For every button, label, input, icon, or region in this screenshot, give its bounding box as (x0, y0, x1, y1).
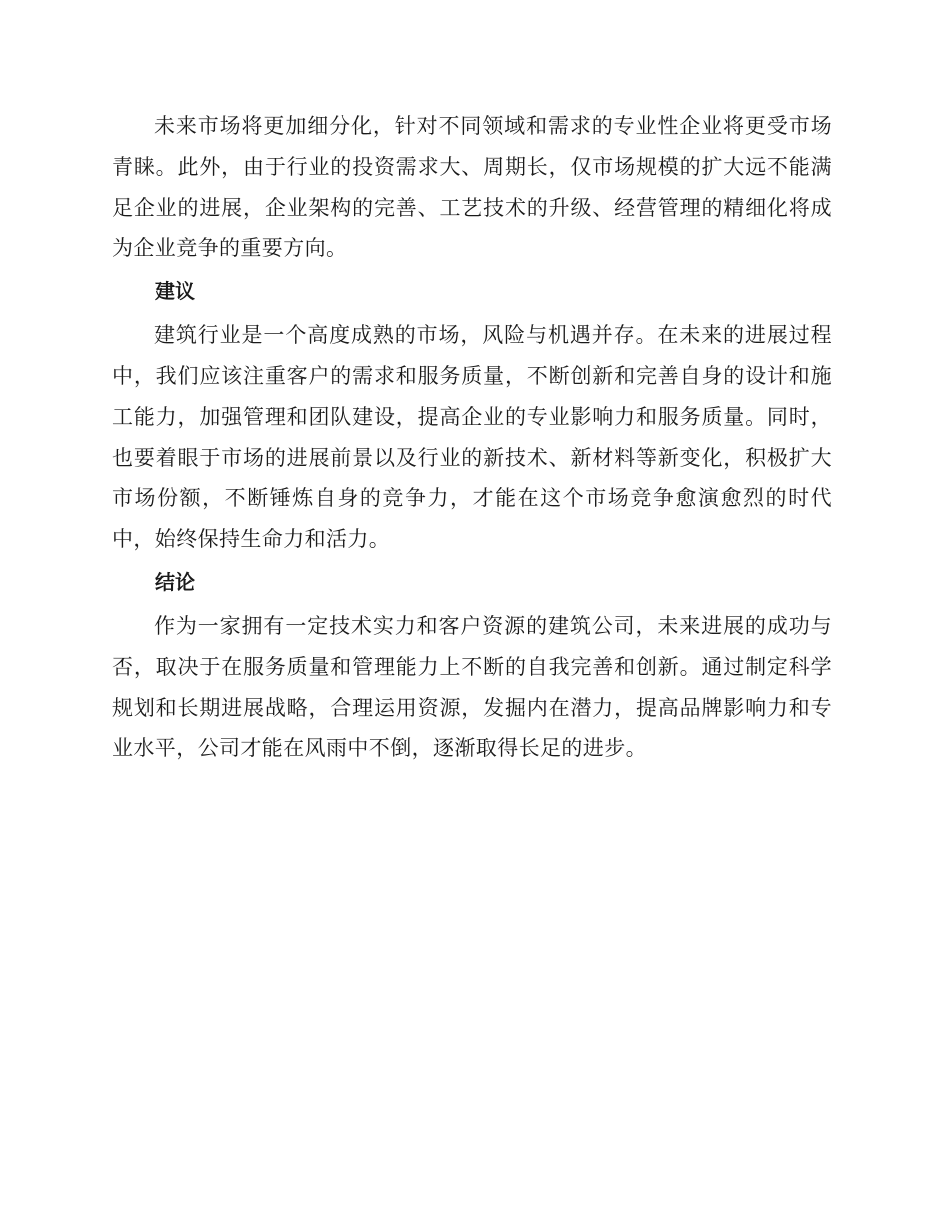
paragraph-market-outlook: 未来市场将更加细分化，针对不同领域和需求的专业性企业将更受市场青睐。此外，由于行业的投资需求大、周期长，仅市场规模的扩大远不能满足企业的进展，企业架构的完善、工艺技术的升级、经营管理的精细化将成为企业竞争的重要方向。 (112, 114, 832, 261)
heading-suggestions: 建议 (155, 279, 195, 304)
paragraph-suggestions: 建筑行业是一个高度成熟的市场，风险与机遇并存。在未来的进展过程中，我们应该注重客户的需求和服务质量，不断创新和完善自身的设计和施工能力，加强管理和团队建设，提高企业的专业影响力和服务质量。同时，也要着眼于市场的进展前景以及行业的新技术、新材料等新变化，积极扩大市场份额，不断锤炼自身的竞争力，才能在这个市场竞争愈演愈烈的时代中，始终保持生命力和活力。 (112, 323, 832, 552)
document-page (112, 106, 832, 769)
heading-conclusion: 结论 (155, 569, 195, 594)
paragraph-conclusion: 作为一家拥有一定技术实力和客户资源的建筑公司，未来进展的成功与否，取决于在服务质量和管理能力上不断的自我完善和创新。通过制定科学规划和长期进展战略，合理运用资源，发掘内在潜力，提高品牌影响力和专业水平，公司才能在风雨中不倒，逐渐取得长足的进步。 (112, 613, 832, 761)
